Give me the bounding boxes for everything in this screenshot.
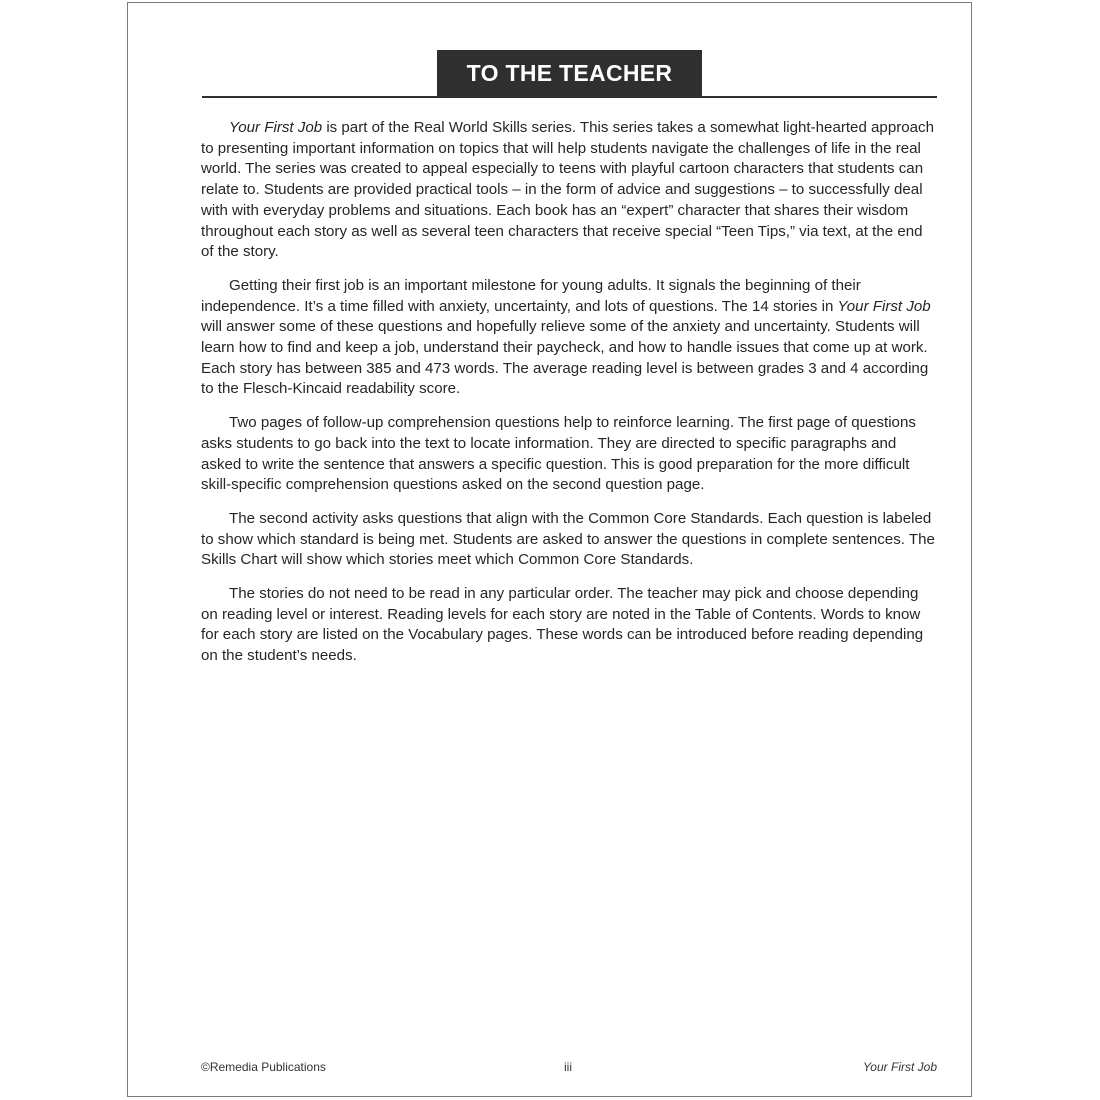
footer-page-number: iii: [564, 1060, 572, 1074]
footer-book-title: Your First Job: [862, 1060, 937, 1074]
paragraph-3: Two pages of follow-up comprehension questions help to reinforce learning. The first page of questions asks students to go back into the text to locate information. They are directed to specific paragraphs and asked to write the sentence that answers a specific question. This is good preparation for the more difficult skill-specific comprehension questions asked on the second question page.: [201, 414, 916, 494]
paragraph-1: Your First Job is part of the Real World Skills series. This series takes a somewhat light-hearted approach to presenting important information on topics that will help students navigate the challenges of life in the real world. The series was created to appeal especially to teens with playful cartoon characters that students can relate to. Students are provided practical tools – in the form of advice and suggestions – to successfully deal with with everyday problems and situations. Each book has an “expert” character that shares their wisdom throughout each story as well as several teen characters that receive special “Teen Tips,” via text, at the end of the story.: [201, 119, 934, 261]
book-title-italic: Your First Job: [229, 119, 323, 136]
title-divider: [202, 96, 937, 98]
footer-publisher: ©Remedia Publications: [201, 1060, 326, 1074]
page-title: [437, 50, 702, 96]
page-title-text: TO THE TEACHER: [466, 59, 673, 86]
paragraph-5: The stories do not need to be read in any particular order. The teacher may pick and choose depending on reading level or interest. Reading levels for each story are noted in the Table of Contents. Words to know for each story are listed on the Vocabulary pages. These words can be introduced before reading depending on the student’s needs.: [201, 585, 924, 665]
body-text: [201, 118, 939, 680]
paragraph-4: The second activity asks questions that align with the Common Core Standards. Each question is labeled to show which standard is being met. Students are asked to answer the questions in complete sentences. The Skills Chart will show which stories meet which Common Core Standards.: [201, 509, 935, 569]
book-title-italic: Your First Job: [837, 297, 931, 315]
paragraph-2: Getting their first job is an important milestone for young adults. It signals the beginning of their independence. It’s a time filled with anxiety, uncertainty, and lots of questions. The 14 stories in Your First Job will answer some of these questions and hopefully relieve some of the anxiety and uncertainty. Students will learn how to find and keep a job, understand their paycheck, and how to handle issues that come up at work. Each story has between 385 and 473 words. The average reading level is between grades 3 and 4 according to the Flesch-Kincaid readability score.: [201, 276, 931, 398]
